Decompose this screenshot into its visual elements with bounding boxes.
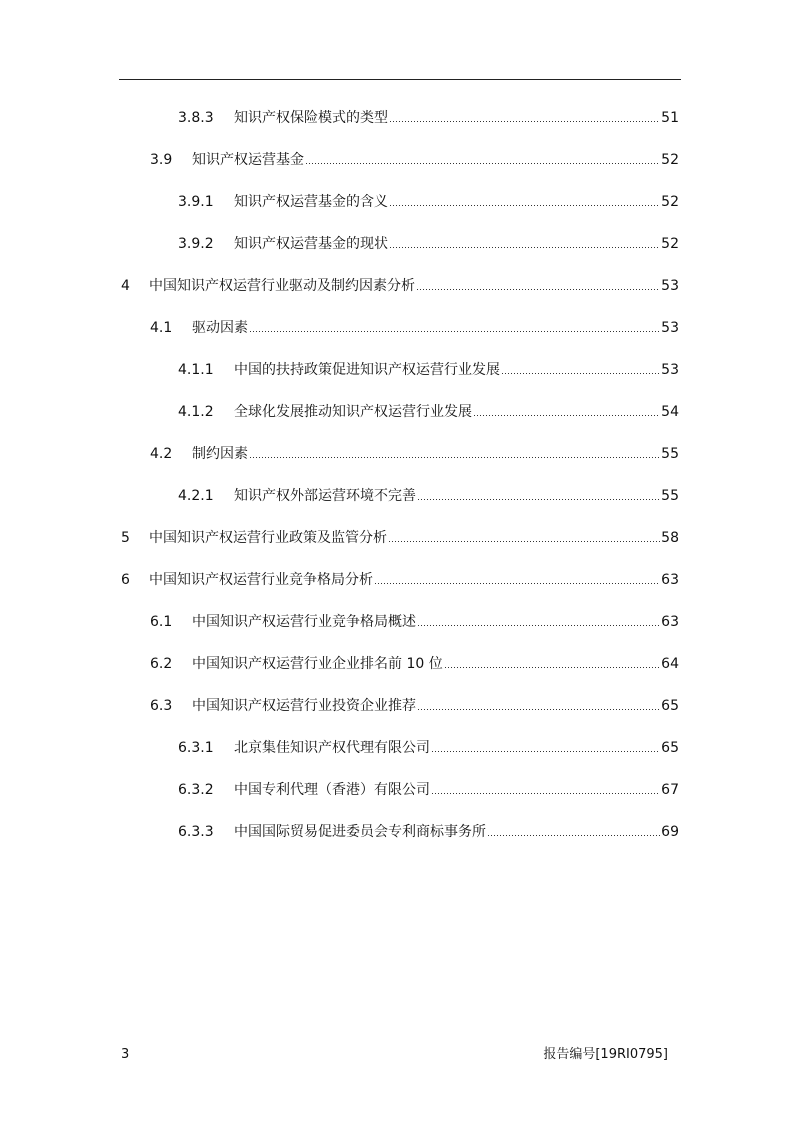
toc-title: 中国知识产权运营行业企业排名前 10 位 xyxy=(192,656,443,672)
toc-number: 4.1.1 xyxy=(178,362,214,378)
toc-title: 知识产权保险模式的类型 xyxy=(234,110,388,126)
toc-number: 3.9.1 xyxy=(178,194,214,210)
toc-dot-leader xyxy=(389,119,660,123)
toc-dot-leader xyxy=(389,203,660,207)
toc-page-number: 63 xyxy=(661,572,679,588)
toc-entry[interactable] xyxy=(178,822,679,842)
toc-page-number: 65 xyxy=(661,740,679,756)
toc-number: 4.1.2 xyxy=(178,404,214,420)
toc-title: 制约因素 xyxy=(192,446,248,462)
toc-number: 6 xyxy=(121,572,130,588)
toc-entry[interactable] xyxy=(150,150,679,170)
toc-title: 中国国际贸易促进委员会专利商标事务所 xyxy=(234,824,486,840)
toc-number: 4.1 xyxy=(150,320,173,336)
toc-page-number: 54 xyxy=(661,404,679,420)
toc-entry[interactable] xyxy=(178,108,679,128)
toc-title: 中国专利代理（香港）有限公司 xyxy=(234,782,430,798)
toc-dot-leader xyxy=(388,539,660,543)
toc-title: 北京集佳知识产权代理有限公司 xyxy=(234,740,430,756)
toc-number: 6.1 xyxy=(150,614,173,630)
toc-number: 6.2 xyxy=(150,656,173,672)
toc-dot-leader xyxy=(473,413,660,417)
toc-entry[interactable] xyxy=(150,654,679,674)
toc-dot-leader xyxy=(417,707,660,711)
toc-dot-leader xyxy=(417,623,660,627)
toc-dot-leader xyxy=(444,665,660,669)
toc-entry[interactable] xyxy=(121,570,679,590)
toc-dot-leader xyxy=(501,371,660,375)
toc-page-number: 53 xyxy=(661,362,679,378)
toc-title: 中国知识产权运营行业竞争格局分析 xyxy=(149,572,373,588)
toc-page-number: 58 xyxy=(661,530,679,546)
toc-title: 中国知识产权运营行业驱动及制约因素分析 xyxy=(149,278,415,294)
toc-entry[interactable] xyxy=(121,276,679,296)
toc-title: 知识产权运营基金的含义 xyxy=(234,194,388,210)
toc-page-number: 53 xyxy=(661,278,679,294)
toc-page-number: 51 xyxy=(661,110,679,126)
toc-entry[interactable] xyxy=(150,696,679,716)
toc-number: 3.9 xyxy=(150,152,173,168)
toc-entry[interactable] xyxy=(178,234,679,254)
toc-entry[interactable] xyxy=(150,612,679,632)
footer-page-number: 3 xyxy=(121,1047,130,1062)
toc-dot-leader xyxy=(305,161,660,165)
toc-title: 知识产权运营基金的现状 xyxy=(234,236,388,252)
toc-dot-leader xyxy=(249,329,660,333)
toc-title: 中国知识产权运营行业投资企业推荐 xyxy=(192,698,416,714)
toc-title: 中国知识产权运营行业政策及监管分析 xyxy=(149,530,387,546)
toc-page-number: 53 xyxy=(661,320,679,336)
toc-entry[interactable] xyxy=(178,738,679,758)
toc-dot-leader xyxy=(417,497,660,501)
toc-page-number: 52 xyxy=(661,236,679,252)
toc-title: 知识产权外部运营环境不完善 xyxy=(234,488,416,504)
footer-report-number: 报告编号[19RI0795] xyxy=(543,1047,668,1062)
toc-dot-leader xyxy=(374,581,660,585)
toc-number: 6.3.2 xyxy=(178,782,214,798)
toc-title: 全球化发展推动知识产权运营行业发展 xyxy=(234,404,472,420)
toc-number: 4.2.1 xyxy=(178,488,214,504)
toc-number: 5 xyxy=(121,530,130,546)
toc-number: 4.2 xyxy=(150,446,173,462)
toc-title: 中国的扶持政策促进知识产权运营行业发展 xyxy=(234,362,500,378)
toc-entry[interactable] xyxy=(178,192,679,212)
toc-title: 驱动因素 xyxy=(192,320,248,336)
toc-dot-leader xyxy=(431,749,660,753)
toc-dot-leader xyxy=(389,245,660,249)
toc-entry[interactable] xyxy=(121,528,679,548)
toc-page-number: 55 xyxy=(661,488,679,504)
toc-page-number: 55 xyxy=(661,446,679,462)
toc-entry[interactable] xyxy=(150,318,679,338)
toc-number: 3.8.3 xyxy=(178,110,214,126)
toc-entry[interactable] xyxy=(178,402,679,422)
toc-title: 知识产权运营基金 xyxy=(192,152,304,168)
toc-number: 3.9.2 xyxy=(178,236,214,252)
toc-dot-leader xyxy=(487,833,660,837)
toc-page-number: 65 xyxy=(661,698,679,714)
toc-dot-leader xyxy=(416,287,660,291)
toc-entry[interactable] xyxy=(150,444,679,464)
toc-page-number: 64 xyxy=(661,656,679,672)
toc-entry[interactable] xyxy=(178,486,679,506)
toc-number: 6.3 xyxy=(150,698,173,714)
toc-page-number: 52 xyxy=(661,152,679,168)
toc-title: 中国知识产权运营行业竞争格局概述 xyxy=(192,614,416,630)
toc-page-number: 63 xyxy=(661,614,679,630)
toc-entry[interactable] xyxy=(178,360,679,380)
toc-dot-leader xyxy=(431,791,660,795)
toc-entry[interactable] xyxy=(178,780,679,800)
toc-number: 6.3.1 xyxy=(178,740,214,756)
toc-number: 4 xyxy=(121,278,130,294)
toc-page-number: 52 xyxy=(661,194,679,210)
toc-dot-leader xyxy=(249,455,660,459)
toc-page-number: 67 xyxy=(661,782,679,798)
toc-number: 6.3.3 xyxy=(178,824,214,840)
toc-page-number: 69 xyxy=(661,824,679,840)
